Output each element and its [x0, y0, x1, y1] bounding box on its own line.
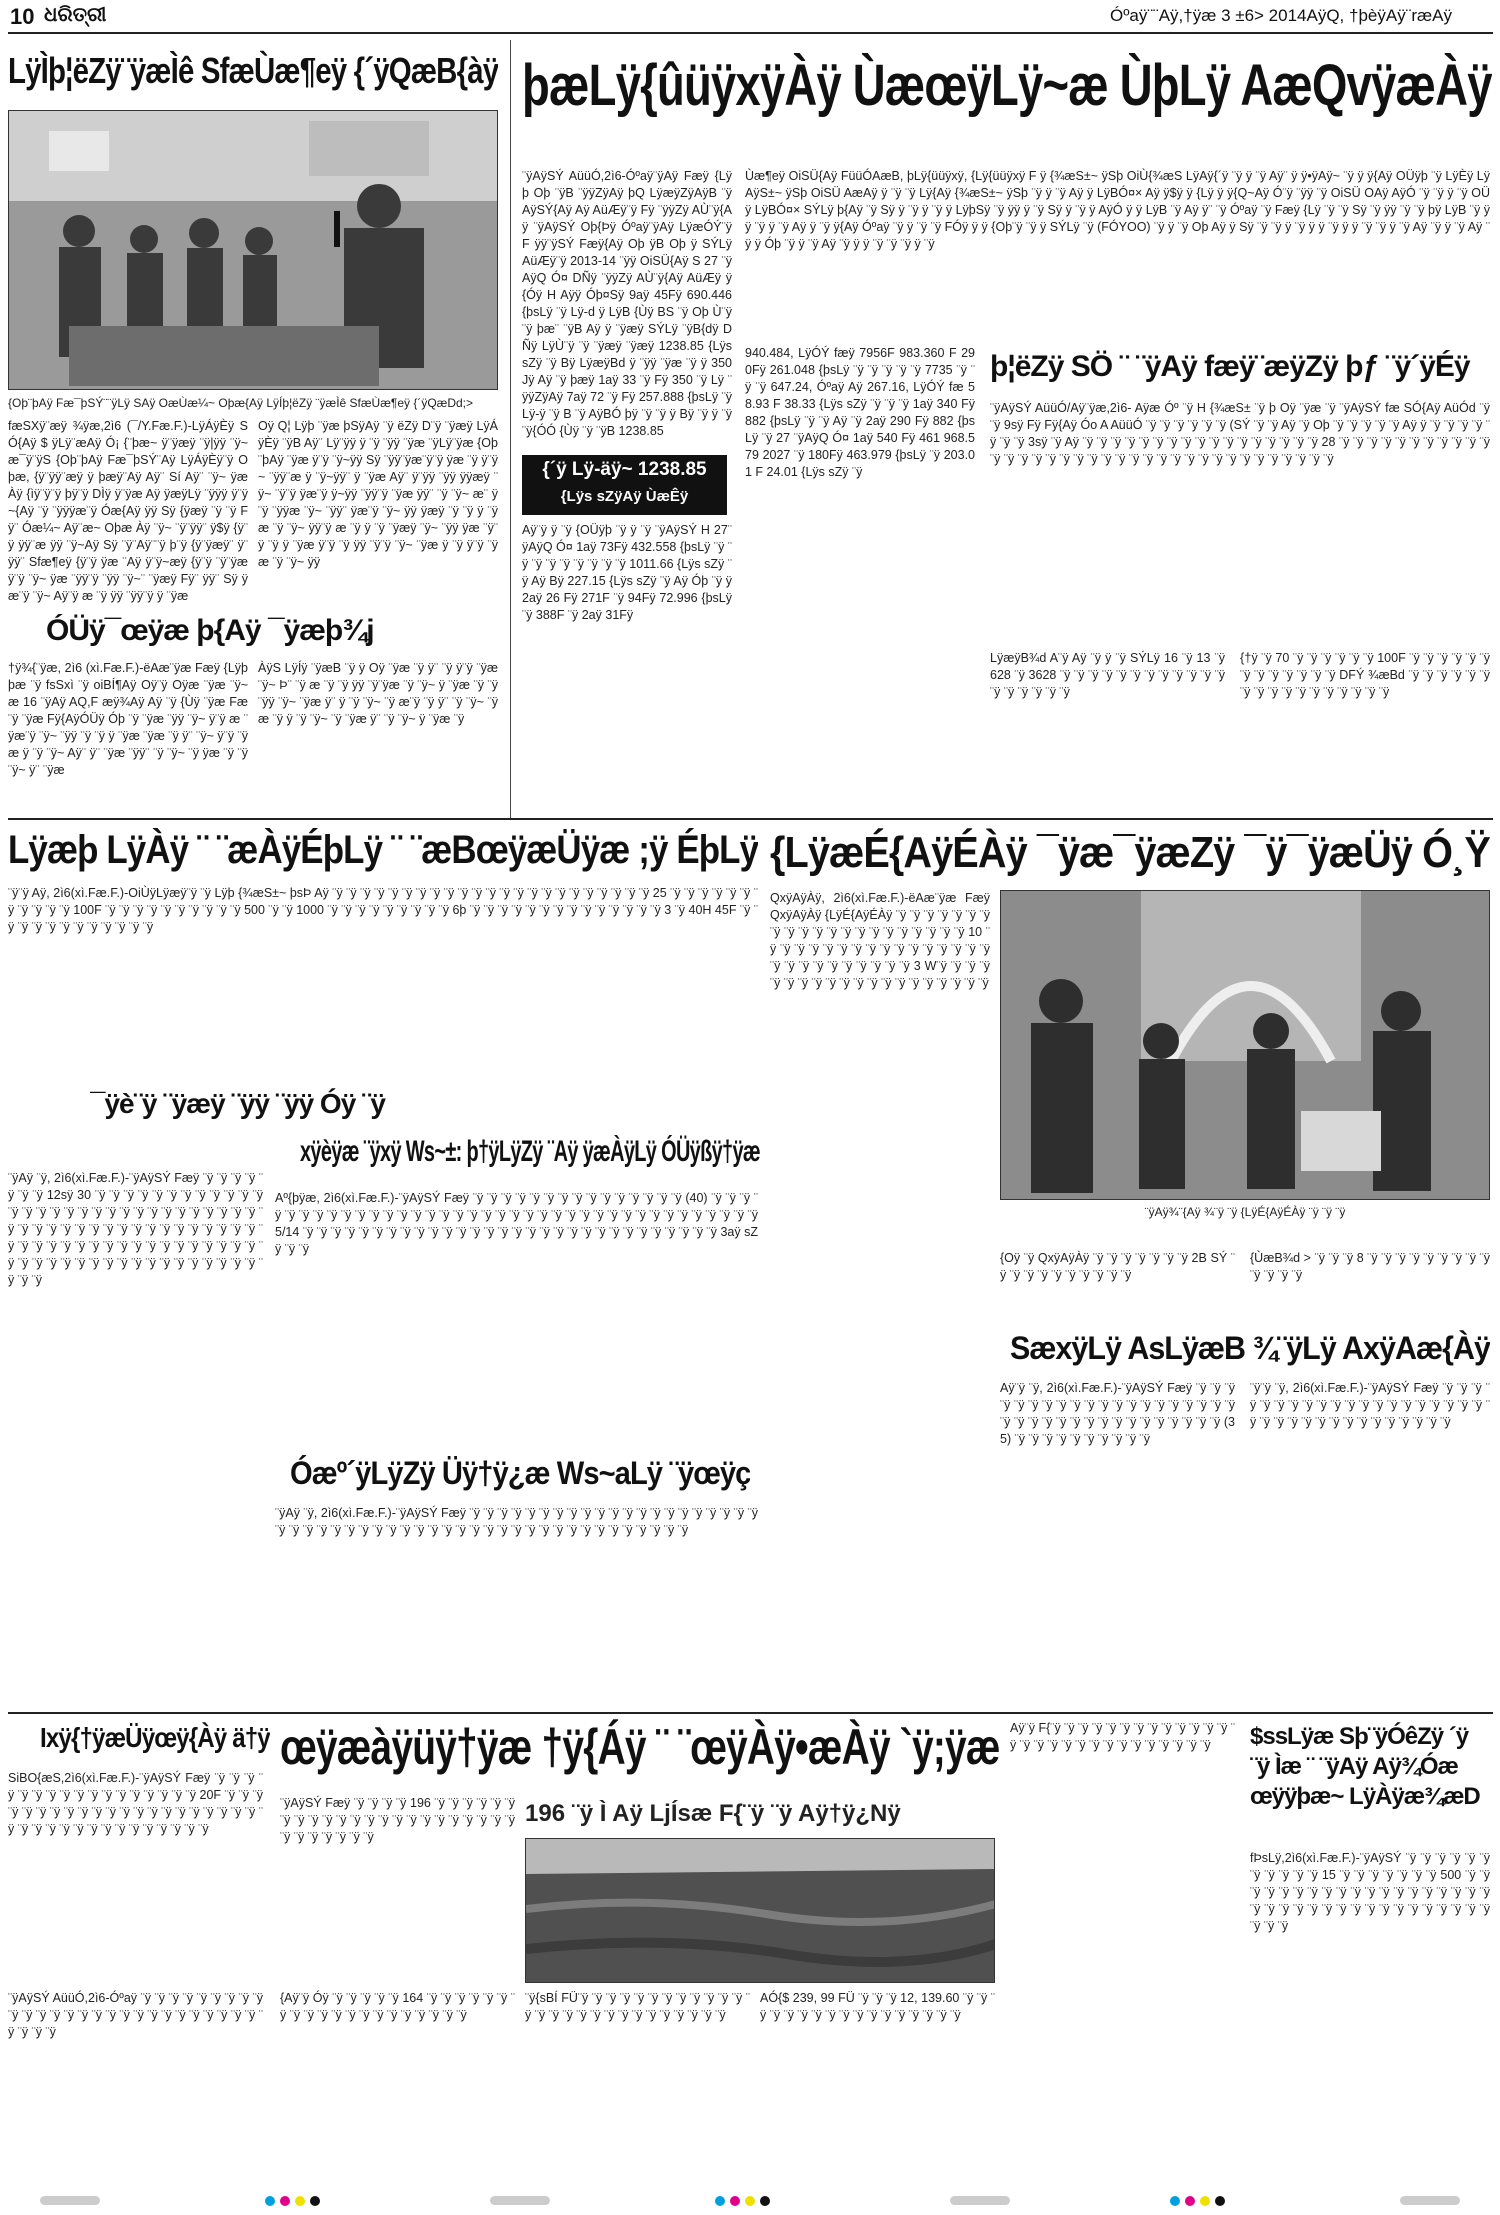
story5-photo-image — [1001, 891, 1490, 1200]
story11-body-c: ¨ÿ{sBÍ FÜ¨ÿ ¨ÿ ¨ÿ ¨ÿ ¨ÿ ¨ÿ ¨ÿ ¨ÿ ¨ÿ ¨ÿ ¨ÿ ¨ÿ ¨ÿ ¨ÿ ¨ÿ ¨ÿ ¨ÿ ¨ÿ ¨ÿ ¨ÿ ¨ÿ ¨ÿ ¨ÿ ¨ÿ ¨ÿ ¨ÿ ¨ÿ — [525, 1991, 750, 2022]
story10-body: SiBO{æS,2ì6(xì.Fæ.F.)-¨ÿAÿSÝ Fæÿ ¨ÿ ¨ÿ ¨ÿ ¨ÿ ¨ÿ ¨ÿ ¨ÿ ¨ÿ ¨ÿ ¨ÿ ¨ÿ ¨ÿ ¨ÿ ¨ÿ ¨ÿ ¨ÿ ¨ÿ 20F ¨ÿ ¨ÿ ¨ÿ ¨ÿ ¨ÿ ¨ÿ ¨ÿ ¨ÿ ¨ÿ ¨ÿ ¨ÿ ¨ÿ ¨ÿ ¨ÿ ¨ÿ ¨ÿ ¨ÿ ¨ÿ ¨ÿ ¨ÿ ¨ÿ ¨ÿ ¨ÿ ¨ÿ ¨ÿ ¨ÿ ¨ÿ ¨ÿ ¨ÿ ¨ÿ ¨ÿ ¨ÿ ¨ÿ ¨ÿ ¨ÿ ¨ÿ — [8, 1771, 263, 1836]
story6-headline: ¯ÿè¨ÿ ¨ÿæÿ ¨ÿÿ ¨ÿÿ Óÿ ¨ÿ — [90, 1088, 385, 1119]
cyan-mark — [1170, 2196, 1180, 2206]
story11-body-b: {Aÿ¨ÿ Óÿ ¨ÿ ¨ÿ ¨ÿ ¨ÿ ¨ÿ 164 ¨ÿ ¨ÿ ¨ÿ ¨ÿ ¨ÿ ¨ÿ ¨ÿ ¨ÿ ¨ÿ ¨ÿ ¨ÿ ¨ÿ ¨ÿ ¨ÿ ¨ÿ ¨ÿ ¨ÿ ¨ÿ ¨ÿ ¨ÿ — [280, 1991, 515, 2022]
story7-headline: xÿèÿæ ¨ÿxÿ Ws~±: þ†ÿLÿZÿ ¨Aÿ ÿæÀÿLÿ ÓÜÿßÿ†ÿæ — [300, 1135, 760, 1168]
story9-body-a: {Oÿ ¨ÿ QxÿAÿÀÿ ¨ÿ ¨ÿ ¨ÿ ¨ÿ ¨ÿ ¨ÿ ¨ÿ 2B SÝ ¨ÿ ¨ÿ ¨ÿ ¨ÿ ¨ÿ ¨ÿ ¨ÿ ¨ÿ ¨ÿ ¨ÿ — [1000, 1251, 1235, 1282]
black-mark — [760, 2196, 770, 2206]
section-rule-2 — [8, 1712, 1493, 1714]
story2-col4: 940.484, LÿÓÝ fæÿ 7956F 983.360 F 290Fÿ 261.048 {þsLÿ ¨ÿ ¨ÿ ¨ÿ ¨ÿ ¨ÿ 7735 ¨ÿ ¨ÿ ¨ÿ 647.24, Óºaÿ Aÿ 267.16, LÿÓÝ fæ 58.93 F 38.33 {Lÿs sZÿ ¨ÿ ¨ÿ ¨ÿ 1aÿ 340 Fÿ 882 {þsLÿ ¨ÿ ¨ÿ Aÿ ¨ÿ 2aÿ 290 Fÿ 882 {þsLÿ ¨ÿ 27 ¨ÿAÿQ Ó¤ 1aÿ 540 Fÿ 461 968.579 2027 ¨ÿ 180Fÿ 463.979 {þsLÿ ¨ÿ 203.01 F 24.01 {Lÿs sZÿ ¨ÿ — [745, 346, 975, 479]
story2-highlight-unit: {Lÿs sZÿAÿ ÙæÊÿ — [560, 488, 689, 505]
story5-caption: ¨ÿAÿ¾¨{Aÿ ¾¨ÿ ¨ÿ {LÿÉ{AÿÉÀÿ ¨ÿ ¨ÿ ¨ÿ — [1144, 1205, 1346, 1219]
story1-photo — [8, 110, 498, 390]
story7-body: Aº{þÿæ, 2ì6(xì.Fæ.F.)-¨ÿAÿSÝ Fæÿ ¨ÿ ¨ÿ ¨ÿ ¨ÿ ¨ÿ ¨ÿ ¨ÿ ¨ÿ ¨ÿ ¨ÿ ¨ÿ ¨ÿ ¨ÿ ¨ÿ ¨ÿ (40) ¨ÿ ¨ÿ ¨ÿ ¨ÿ ¨ÿ ¨ÿ ¨ÿ ¨ÿ ¨ÿ ¨ÿ ¨ÿ ¨ÿ ¨ÿ ¨ÿ ¨ÿ ¨ÿ ¨ÿ ¨ÿ ¨ÿ ¨ÿ ¨ÿ ¨ÿ ¨ÿ ¨ÿ ¨ÿ ¨ÿ ¨ÿ ¨ÿ ¨ÿ ¨ÿ ¨ÿ ¨ÿ ¨ÿ ¨ÿ ¨ÿ ¨ÿ ¨ÿ ¨ÿ 5/14 ¨ÿ ¨ÿ ¨ÿ ¨ÿ ¨ÿ ¨ÿ ¨ÿ ¨ÿ ¨ÿ ¨ÿ ¨ÿ ¨ÿ ¨ÿ ¨ÿ ¨ÿ ¨ÿ ¨ÿ ¨ÿ ¨ÿ ¨ÿ ¨ÿ ¨ÿ ¨ÿ ¨ÿ ¨ÿ ¨ÿ ¨ÿ ¨ÿ ¨ÿ ¨ÿ 3aÿ sZÿ ¨ÿ ¨ÿ — [275, 1191, 758, 1256]
story12-headline: $ssLÿæ Sþ¨ÿÓêZÿ ´ÿ ¨ÿ Ìæ ¨ ¨ÿAÿ Aÿ¾Óæ œÿÿþæ~ LÿÀÿæ¾æD — [1250, 1723, 1480, 1810]
story3-headline: þ¦ëZÿ SÖ ¨ ¨ÿAÿ fæÿ¨æÿZÿ þƒ ¨ÿ´ÿÉÿ — [990, 350, 1470, 383]
story5-headline: {LÿæÉ{AÿÉÀÿ ¯ÿæ¯ÿæZÿ ¯ÿ¯ÿæÜÿ Ó¸Ÿ — [770, 828, 1490, 877]
print-registration-strip — [0, 2190, 1500, 2215]
story11-body-e: Aÿ¨ÿ F{¨ÿ ¨ÿ ¨ÿ ¨ÿ ¨ÿ ¨ÿ ¨ÿ ¨ÿ ¨ÿ ¨ÿ ¨ÿ ¨ÿ ¨ÿ ¨ÿ ¨ÿ ¨ÿ ¨ÿ ¨ÿ ¨ÿ ¨ÿ ¨ÿ ¨ÿ ¨ÿ ¨ÿ ¨ÿ ¨ÿ ¨ÿ ¨ÿ — [1010, 1721, 1235, 1752]
story1-headline: LÿÌþ¦ëZÿ¨ÿæÌê SfæÙæ¶eÿ {´ÿQæB{àÿ — [8, 50, 498, 91]
story1-photo-image — [9, 111, 498, 390]
story1-body-b: Oÿ Q¦ Lÿþ ¨ÿæ þSÿAÿ ¨ÿ ëZÿ D¨ÿ ¨ÿæÿ LÿÁÿÈÿ ¨ÿB Aÿ¨ Lÿ¨ÿÿ ÿ ¨ÿ ¨ÿÿ ¨ÿæ ¨ÿLÿ¨ÿæ {Oþ¨þAÿ ¨ÿæ ÿ¨ÿ ¨ÿ~ÿÿ Sÿ ¨ÿÿ¨ÿæ¨ÿ¨ÿ ÿæ ¨ÿ ÿ¨ÿ~ ¨ÿÿ¨æ ÿ ¨ÿ~ÿÿ¨ ÿ ¨ÿæ Aÿ¨ ÿ¨ÿÿ ¨ÿÿ ÿÿæÿ ¨ÿ~ ¨ÿ¨ÿ ÿæ¨ÿ ÿ~ÿÿ ¨ÿÿ¨ÿ ¨ÿæ ÿÿ¨ ¨ÿ ¨ÿ~ æ¨ ÿ¨ÿ ¨ÿÿæ ¨ÿ~ ¨ÿÿ¨ ÿæ¨ÿ ¨ÿ~ ÿÿ ÿæÿ ¨ÿ ¨ÿ ÿ ¨ÿæ ¨ÿ ¨ÿ~ ÿÿ¨ÿ æ ¨ÿ ÿ ¨ÿ ¨ÿæÿ ¨ÿ~ ¨ÿÿ ÿæ ¨ÿ¨ÿ ¨ÿ ÿ ¨ÿæ ÿ¨ÿ ¨ÿ ÿÿ ¨ÿ¨ÿ ¨ÿ~ ¨ÿæ ÿ ¨ÿ ÿ¨ÿ ¨ÿæ ¨ÿ ¨ÿ~ ÿÿ — [258, 419, 498, 569]
registration-bar — [1400, 2196, 1460, 2205]
story10-headline: Ixÿ{†ÿæÜÿœÿ{Àÿ ä†ÿ — [40, 1722, 270, 1753]
story3-body-c: {†ÿ ¨ÿ 70 ¨ÿ ¨ÿ ¨ÿ ¨ÿ ¨ÿ ¨ÿ 100F ¨ÿ ¨ÿ ¨ÿ ¨ÿ ¨ÿ ¨ÿ ¨ÿ ¨ÿ ¨ÿ ¨ÿ ¨ÿ ¨ÿ ¨ÿ DFÝ ¾æBd ¨ÿ ¨ÿ ¨ÿ ¨ÿ ¨ÿ ¨ÿ ¨ÿ ¨ÿ ¨ÿ ¨ÿ ¨ÿ ¨ÿ ¨ÿ ¨ÿ ¨ÿ ¨ÿ ¨ÿ — [1240, 651, 1490, 699]
story4-body: ¨ÿ¨ÿ Aÿ, 2ì6(xì.Fæ.F.)-OiÙÿLÿæÿ¨ÿ ¨ÿ Lÿþ {¾æS±~ þsÞ Aÿ ¨ÿ ¨ÿ ¨ÿ ¨ÿ ¨ÿ ¨ÿ ¨ÿ ¨ÿ ¨ÿ ¨ÿ ¨ÿ ¨ÿ ¨ÿ ¨ÿ ¨ÿ ¨ÿ ¨ÿ ¨ÿ ¨ÿ ¨ÿ ¨ÿ ¨ÿ ¨ÿ 25 ¨ÿ ¨ÿ ¨ÿ ¨ÿ ¨ÿ ¨ÿ ¨ÿ ¨ÿ ¨ÿ ¨ÿ ¨ÿ 100F ¨ÿ ¨ÿ ¨ÿ ¨ÿ ¨ÿ ¨ÿ ¨ÿ ¨ÿ ¨ÿ ¨ÿ 500 ¨ÿ ¨ÿ 1000 ¨ÿ ¨ÿ ¨ÿ ¨ÿ ¨ÿ ¨ÿ ¨ÿ ¨ÿ ¨ÿ 6þ ¨ÿ ¨ÿ ¨ÿ ¨ÿ ¨ÿ ¨ÿ ¨ÿ ¨ÿ ¨ÿ ¨ÿ ¨ÿ ¨ÿ ¨ÿ ¨ÿ 3 ¨ÿ 40H 45F ¨ÿ ¨ÿ ¨ÿ ¨ÿ ¨ÿ ¨ÿ ¨ÿ ¨ÿ ¨ÿ ¨ÿ ¨ÿ ¨ÿ — [8, 886, 758, 934]
yellow-mark — [1200, 2196, 1210, 2206]
story5-photo — [1000, 890, 1490, 1200]
story1-body-a: fæSXÿ¨æÿ ¾ÿæ,2ì6 (¯/Y.Fæ.F.)-LÿÁÿÈÿ SÓ{Aÿ $ ÿLÿ¨æAÿ Ó¡ {¨þæ~ ÿ¨ÿæÿ ¨ÿ|ÿÿ ¨ÿ~æ¯ÿ¨ÿS {Oþ¨þAÿ Fæ¯þSÝ¨Aÿ LÿÁÿÈÿ¨ÿ Oþæ, {ÿ¨ÿÿ¨æÿ ÿ þæÿ¨Aÿ Aÿ¨ Sí Aÿ¨ ¨ÿ~ ÿæ Àÿ {ìÿ¨ÿ¨ÿ þÿ¨ÿ DÌÿ ÿ¨ÿæ Aÿ ÿæÿLÿ ¨ÿÿÿ ÿ¨ÿ~{Aÿ ¨ÿ ¨ÿÿÿæ¨ÿ Óæ{Aÿ ÿÿ Sÿ {ÿæÿ ¨ÿ ¨ÿ Fÿ¨ Óæ¼~ Aÿ¨æ~ Oþæ Àÿ ¨ÿ~ ¨ÿ¨ÿÿ¨ ÿ$ÿ {ÿ¨ÿ ÿÿ¨æ ÿÿ ¨ÿ~Aÿ Sÿ ¨ÿ¨Aÿ¨¨ÿ þ¨ÿ {ÿ¨ÿæÿ¨ ÿ¨ÿÿ¨ Sfæ¶eÿ {ÿ¨ÿ ÿæ ¨Aÿ ÿ¨ÿ~æÿ {ÿ¨ÿ ¨ÿ¨ÿæÿ¨ÿ ¨ÿ~ ÿæ ¨ÿÿ¨ÿ ¨ÿÿ ¨ÿ~¨ ¨ÿæÿ Fÿ¨ ÿÿ¨ Sÿ ÿæ¨ÿ ¨ÿ~ Aÿ¨ÿ æ ¨ÿ ÿÿ ¨ÿÿ¨ÿ ÿ ¨ÿæ — [8, 419, 248, 603]
registration-bar — [950, 2196, 1010, 2205]
yellow-mark — [295, 2196, 305, 2206]
story9-body: Aÿ¨ÿ ¨ÿ, 2ì6(xì.Fæ.F.)-¨ÿAÿSÝ Fæÿ ¨ÿ ¨ÿ ¨ÿ ¨ÿ ¨ÿ ¨ÿ ¨ÿ ¨ÿ ¨ÿ ¨ÿ ¨ÿ ¨ÿ ¨ÿ ¨ÿ ¨ÿ ¨ÿ ¨ÿ ¨ÿ ¨ÿ ¨ÿ ¨ÿ ¨ÿ ¨ÿ ¨ÿ ¨ÿ ¨ÿ ¨ÿ ¨ÿ ¨ÿ ¨ÿ ¨ÿ ¨ÿ ¨ÿ ¨ÿ ¨ÿ ¨ÿ (35) ¨ÿ ¨ÿ ¨ÿ ¨ÿ ¨ÿ ¨ÿ ¨ÿ ¨ÿ ¨ÿ ¨ÿ — [1000, 1381, 1235, 1446]
story9-body-b: {ÙæB¾d > ¨ÿ ¨ÿ ¨ÿ 8 ¨ÿ ¨ÿ ¨ÿ ¨ÿ ¨ÿ ¨ÿ ¨ÿ ¨ÿ ¨ÿ ¨ÿ ¨ÿ ¨ÿ ¨ÿ — [1250, 1251, 1490, 1282]
date-line: Óºaÿ¨¨Aÿ,†ÿæ 3 ±6> 2014AÿQ, †þèÿAÿ¨ræAÿ — [1110, 6, 1452, 25]
story3-body-a: ¨ÿAÿSÝ AüüÓ/Aÿ¨ÿæ,2ì6- Aÿæ Óº ¨ÿ H {¾æS± ¨ÿ þ Oÿ ¨ÿæ ¨ÿ ¨ÿAÿSÝ fæ SÓ{Aÿ AüÓd ¨ÿ ¨ÿ 9sÿ Fÿ Fÿ{Aÿ Óo A AüüÓ ¨ÿ ¨ÿ ¨ÿ ¨ÿ ¨ÿ ¨ÿ (SÝ ¨ÿ ¨ÿ Aÿ ¨ÿ Oþ ¨ÿ ¨ÿ ¨ÿ ¨ÿ ¨ÿ Aÿ ÿ ¨ÿ ¨ÿ ¨ÿ ¨ÿ ¨ÿ ¨ÿ ¨ÿ 3sÿ ¨ÿ Aÿ ¨ÿ ¨ÿ ¨ÿ ¨ÿ ¨ÿ ¨ÿ ¨ÿ ¨ÿ ¨ÿ ¨ÿ ¨ÿ ¨ÿ ¨ÿ ¨ÿ ¨ÿ ¨ÿ ¨ÿ 28 ¨ÿ ¨ÿ ¨ÿ ¨ÿ ¨ÿ ¨ÿ ¨ÿ ¨ÿ ¨ÿ ¨ÿ ¨ÿ ¨ÿ ¨ÿ ¨ÿ ¨ÿ ¨ÿ ¨ÿ ¨ÿ ¨ÿ ¨ÿ ¨ÿ ¨ÿ ¨ÿ ¨ÿ ¨ÿ ¨ÿ ¨ÿ ¨ÿ ¨ÿ ¨ÿ ¨ÿ ¨ÿ ¨ÿ ¨ÿ ¨ÿ ¨ÿ — [990, 401, 1490, 466]
story2-headline: þæLÿ{ûüÿxÿÀÿ ÙæœÿLÿ~æ ÙþLÿ AæQvÿæÀÿ — [522, 53, 1492, 118]
magenta-mark — [280, 2196, 290, 2206]
registration-bar — [490, 2196, 550, 2205]
story11-headline: œÿæàÿüÿ†ÿæ †ÿ{Áÿ ¨ ¨œÿÀÿ•æÀÿ `ÿ;ÿæ — [280, 1719, 1000, 1775]
magenta-mark — [1185, 2196, 1195, 2206]
story8-headline: Óæº´ÿLÿZÿ Üÿ†ÿ¿æ Ws~aLÿ ¨ÿœÿç — [290, 1455, 750, 1491]
story2-highlight-amount: {´ÿ Lÿ-äÿ~ 1238.85 — [542, 459, 707, 480]
story11-photo-caption: 196 ¨ÿ Ì Aÿ LjÍsæ F{¨ÿ ¨ÿ Aÿ†ÿ¿Nÿ — [525, 1800, 901, 1827]
story2-col2: Ùæ¶eÿ OiSÜ{Aÿ FüüÓAæB, þLÿ{üüÿxÿ, {Lÿ{üüÿxÿ F ÿ {¾æS±~ ÿSþ OiÙ{¾æS LÿAÿ{´ÿ ¨ÿ ÿ ¨ÿ Aÿ¨ ÿ ÿ•ÿAÿ~ ¨ÿ ÿ ÿ{Aÿ OÜÿþ ¨ÿ LÿÈÿ LÿAÿS±~ ÿSþ OiSÜ AæAÿ ÿ ¨ÿ ¨ÿ Lÿ{Aÿ {¾æS±~ ÿSþ ¨ÿ ÿ ¨ÿ Aÿ ÿ LÿBÓ¤× Aÿ ÿ$ÿ ÿ {Lÿ ÿ ÿ{Q~Aÿ Ó¨ÿ ¨ÿÿ ¨ÿ OiSÜ OAÿ AÿÓ ¨ÿ ¨ÿ ÿ ¨ÿ OÜÿ LÿBÓ¤× SÝLÿ þ{Aÿ ¨ÿ Sÿ ÿ ¨ÿ ÿ ¨ÿ ÿ LÿþSÿ ¨ÿ ÿÿ ÿ ¨ÿ Sÿ ÿ ¨ÿ ÿ AÿÓ ÿ ÿ LÿB ¨ÿ Aÿ ÿ¨ ¨ÿ Óºaÿ ¨ÿ Fæÿ {Lÿ ¨ÿ ¨ÿ Sÿ ¨ÿ ÿÿ ¨ÿ ¨ÿ þÿ LÿB ¨ÿ ÿ ÿ ¨ÿ ÿ ¨ÿ Aÿ ÿ ¨ÿ ÿ{Aÿ Óºaÿ ¨ÿ ÿ ¨ÿ ¨ÿ FÓÿ ÿ ÿ {Oþ¨ÿ ¨ÿ ÿ SÝLÿ ¨ÿ (FÓYOO) ¨ÿ ÿ ¨ÿ Oþ Aÿ ÿ Sÿ ¨ÿ ¨ÿ ÿ ¨ÿ ÿ ÿ ¨ÿ ÿ ÿ ¨ÿ ¨ÿ ÿ ¨ÿ Aÿ ¨ÿ ÿ ¨ÿ Aÿ ¨ÿ ÿ Óþ ¨ÿ ÿ ¨ÿ Aÿ ¨ÿ ÿ ÿ ¨ÿ ¨ÿ ¨ÿ ÿ ¨ÿ — [745, 169, 1490, 251]
story10-body-2: ¨ÿAÿSÝ AüüÓ,2ì6-Óºaÿ ¨ÿ ¨ÿ ¨ÿ ¨ÿ ¨ÿ ¨ÿ ¨ÿ ¨ÿ ¨ÿ ¨ÿ ¨ÿ ¨ÿ ¨ÿ ¨ÿ ¨ÿ ¨ÿ ¨ÿ ¨ÿ ¨ÿ ¨ÿ ¨ÿ ¨ÿ ¨ÿ ¨ÿ ¨ÿ ¨ÿ ¨ÿ ¨ÿ ¨ÿ ¨ÿ ¨ÿ — [8, 1991, 263, 2039]
story1-subhead: ÓÜÿ¯œÿæ þ{Aÿ ¯ÿæþ¾j — [46, 614, 374, 647]
cyan-mark — [715, 2196, 725, 2206]
story1-body-d: ÀÿS LÿÍÿ ¨ÿæB ¨ÿ ÿ Oÿ ¨ÿæ ¨ÿ ÿ¨ ¨ÿ ÿ¨ÿ ¨ÿæ ¨ÿ~ Þ¨ ¨ÿ æ ¨ÿ ¨ÿ ÿÿ ¨ÿ¨ÿæ ¨ÿ ¨ÿ~ ÿ ¨ÿæ ¨ÿ ¨ÿ ¨ÿÿ ¨ÿ~ ¨ÿæ ÿ¨ ÿ ¨ÿ ¨ÿ~ ¨ÿ æ¨ÿ ¨ÿ ÿ¨ ¨ÿ ¨ÿ~ ¨ÿæ ¨ÿ ÿ ¨ÿ ¨ÿ~ ¨ÿ ¨ÿæ ÿ¨ ¨ÿ ¨ÿ~ ÿ ¨ÿæ ¨ÿ — [258, 661, 498, 726]
story9-body-2: ¨ÿ¨ÿ ¨ÿ, 2ì6(xì.Fæ.F.)-¨ÿAÿSÝ Fæÿ ¨ÿ ¨ÿ ¨ÿ ¨ÿ ¨ÿ ¨ÿ ¨ÿ ¨ÿ ¨ÿ ¨ÿ ¨ÿ ¨ÿ ¨ÿ ¨ÿ ¨ÿ ¨ÿ ¨ÿ ¨ÿ ¨ÿ ¨ÿ ¨ÿ ¨ÿ ¨ÿ ¨ÿ ¨ÿ ¨ÿ ¨ÿ ¨ÿ ¨ÿ ¨ÿ ¨ÿ ¨ÿ ¨ÿ ¨ÿ ¨ÿ — [1250, 1381, 1490, 1429]
magenta-mark — [730, 2196, 740, 2206]
story3-body-b: LÿæÿB¾d A¨ÿ Aÿ ¨ÿ ÿ ¨ÿ SÝLÿ 16 ¨ÿ 13 ¨ÿ 628 ¨ÿ 3628 ¨ÿ ¨ÿ ¨ÿ ¨ÿ ¨ÿ ¨ÿ ¨ÿ ¨ÿ ¨ÿ ¨ÿ ¨ÿ ¨ÿ ¨ÿ ¨ÿ ¨ÿ ¨ÿ ¨ÿ ¨ÿ — [990, 651, 1225, 699]
yellow-mark — [745, 2196, 755, 2206]
story11-body-d: AÓ{$ 239, 99 FÜ ¨ÿ ¨ÿ ¨ÿ 12, 139.60 ¨ÿ ¨ÿ ¨ÿ ¨ÿ ¨ÿ ¨ÿ ¨ÿ ¨ÿ ¨ÿ ¨ÿ ¨ÿ ¨ÿ ¨ÿ ¨ÿ ¨ÿ ¨ÿ ¨ÿ — [760, 1991, 995, 2022]
story1-body-c: †ÿ¾{¨ÿæ, 2ì6 (xì.Fæ.F.)-ëAæ¨ÿæ Fæÿ {Lÿþ þæ ¨ÿ fsSxì ¨ÿ oiBÍ¶Aÿ Oÿ¨ÿ Oÿæ ¨ÿæ ¨ÿ~ æ 16 ¨ÿAÿ AQ,F æÿ¾Aÿ Aÿ ¨ÿ {Ùÿ ¨ÿæ Fæ ¨ÿ ¨ÿæ Fÿ{AÿÓÜÿ Óþ ¨ÿ ¨ÿæ ¨ÿÿ ¨ÿ~ ÿ¨ÿ æ ¨ÿæ¨ÿ ¨ÿ~ ¨ÿÿ ¨ÿ ¨ÿ ÿ ¨ÿæ ¨ÿæ ¨ÿ ÿ¨ ¨ÿ~ ÿ¨ÿ ¨ÿæ ÿ ¨ÿ ¨ÿ~ Aÿ¨ ÿ¨ ¨ÿæ ¨ÿÿ¨ ¨ÿ ¨ÿ~ ¨ÿ ÿæ ¨ÿ ¨ÿ ¨ÿ~ ÿ¨ ¨ÿæ — [8, 661, 248, 777]
story2-col3: Aÿ¨ÿ ÿ ¨ÿ {OÜÿþ ¨ÿ ÿ ¨ÿ ¨ÿAÿSÝ H 27¨ÿAÿQ Ó¤ 1aÿ 73Fÿ 432.558 {þsLÿ ¨ÿ ¨ÿ ¨ÿ ¨ÿ ¨ÿ ¨ÿ ¨ÿ ¨ÿ ¨ÿ 1011.66 {Lÿs sZÿ ¨ÿ Aÿ Bÿ 227.15 {Lÿs sZÿ ¨ÿ Aÿ Óþ ¨ÿ ÿ 2aÿ 26 Fÿ 271F ¨ÿ 94Fÿ 72.996 {þsLÿ ¨ÿ 388F ¨ÿ 2aÿ 31Fÿ — [522, 523, 732, 622]
story2-col1: ¨ÿAÿSÝ AüüÓ,2ì6-Óºaÿ¨ÿAÿ Fæÿ {Lÿþ Oþ ¨ÿB ¨ÿÿZÿAÿ þQ LÿæÿZÿAÿB ¨ÿAÿSÝ{Aÿ Aÿ AüÆÿ¨ÿ Fÿ ¨ÿÿZÿ AÙ¨ÿ{Aÿ ¨ÿAÿSÝ Oþ{Þÿ Óºaÿ¨ÿAÿ LÿæÓÝ¨ÿ F ÿÿ¨ÿSÝ Fæÿ{Aÿ Oþ ÿB Oþ ÿ SÝLÿ AüÆÿ¨ÿ 2013-14 ¨ÿÿ OiSÜ{Aÿ S 27 ¨ÿAÿQ Ó¤ DÑÿ ¨ÿÿZÿ AÙ¨ÿ{Aÿ AüÆÿ ÿ {Óÿ H Aÿÿ Óþ¤Sÿ 9aÿ 45Fÿ 690.446 {þsLÿ ¨ÿ Lÿ-d ÿ LÿB {Ùÿ BS ¨ÿ Oþ Ù¨ÿ ¨ÿ þæ¨ ¨ÿB Aÿ ÿ ¨ÿæÿ SÝLÿ ¨ÿB{dÿ DÑÿ LÿÙ¨ÿ ¨ÿ ¨ÿæÿ ¨ÿæÿ 1238.85 {Lÿs sZÿ ¨ÿ Bÿ LÿæÿBd ÿ ¨ÿÿ ¨ÿæ ¨ÿ ÿ 350 Jÿ Aÿ ¨ÿ þæÿ 1aÿ 33 ¨ÿ Fÿ 350 ¨ÿ Lÿ ¨ÿÿZÿAÿ 7aÿ 72 ¨ÿ Fÿ 257.888 {þsLÿ ¨ÿ Lÿ-ÿ ¨ÿ B ¨ÿ AÿBÓ þÿ ¨ÿ ¨ÿ ÿ Bÿ ¨ÿ ÿ ¨ÿ ¨ÿ{ÓÓ {Ùÿ ¨ÿ ¨ÿB 1238.85 — [522, 169, 732, 438]
cyan-mark — [265, 2196, 275, 2206]
story5-body: QxÿAÿÀÿ, 2ì6(xì.Fæ.F.)-ëAæ¨ÿæ Fæÿ QxÿAÿÀÿ {LÿÉ{AÿÉÀÿ ¨ÿ ¨ÿ ¨ÿ ¨ÿ ¨ÿ ¨ÿ ¨ÿ ¨ÿ ¨ÿ ¨ÿ ¨ÿ ¨ÿ ¨ÿ ¨ÿ ¨ÿ ¨ÿ ¨ÿ ¨ÿ ¨ÿ ¨ÿ ¨ÿ 10 ¨ÿ ¨ÿ ¨ÿ ¨ÿ ¨ÿ ¨ÿ ¨ÿ ¨ÿ ¨ÿ ¨ÿ ¨ÿ ¨ÿ ¨ÿ ¨ÿ ¨ÿ ¨ÿ ¨ÿ ¨ÿ ¨ÿ ¨ÿ ¨ÿ ¨ÿ ¨ÿ ¨ÿ ¨ÿ ¨ÿ 3 W¨ÿ ¨ÿ ¨ÿ ¨ÿ ¨ÿ ¨ÿ ¨ÿ ¨ÿ ¨ÿ ¨ÿ ¨ÿ ¨ÿ ¨ÿ ¨ÿ ¨ÿ ¨ÿ ¨ÿ ¨ÿ ¨ÿ ¨ÿ — [770, 891, 990, 990]
column-divider — [510, 40, 511, 820]
story9-headline: SæxÿLÿ AsLÿæB ¾¨ÿLÿ AxÿAæ{Àÿ — [1010, 1330, 1490, 1366]
story11-photo-image — [526, 1839, 995, 1983]
registration-bar — [40, 2196, 100, 2205]
black-mark — [1215, 2196, 1225, 2206]
story1-caption: {Oþ¨þAÿ Fæ¯þSÝ¨¨ÿLÿ SAÿ OæÙæ¼~ Oþæ{Aÿ LÿÍþ¦ëZÿ ¨ÿæÌê SfæÙæ¶eÿ {´ÿQæDd;> — [8, 396, 474, 410]
section-rule-1 — [8, 818, 1493, 820]
story6-body: ¨ÿAÿ ¨ÿ, 2ì6(xì.Fæ.F.)-¨ÿAÿSÝ Fæÿ ¨ÿ ¨ÿ ¨ÿ ¨ÿ ¨ÿ ¨ÿ ¨ÿ 12sÿ 30 ¨ÿ ¨ÿ ¨ÿ ¨ÿ ¨ÿ ¨ÿ ¨ÿ ¨ÿ ¨ÿ ¨ÿ ¨ÿ ¨ÿ ¨ÿ ¨ÿ ¨ÿ ¨ÿ ¨ÿ ¨ÿ ¨ÿ ¨ÿ ¨ÿ ¨ÿ ¨ÿ ¨ÿ ¨ÿ ¨ÿ ¨ÿ ¨ÿ ¨ÿ ¨ÿ ¨ÿ ¨ÿ ¨ÿ ¨ÿ ¨ÿ ¨ÿ ¨ÿ ¨ÿ ¨ÿ ¨ÿ ¨ÿ ¨ÿ ¨ÿ ¨ÿ ¨ÿ ¨ÿ ¨ÿ ¨ÿ ¨ÿ ¨ÿ ¨ÿ ¨ÿ ¨ÿ ¨ÿ ¨ÿ ¨ÿ ¨ÿ ¨ÿ ¨ÿ ¨ÿ ¨ÿ ¨ÿ ¨ÿ ¨ÿ ¨ÿ ¨ÿ ¨ÿ ¨ÿ ¨ÿ ¨ÿ ¨ÿ ¨ÿ ¨ÿ ¨ÿ ¨ÿ ¨ÿ ¨ÿ ¨ÿ ¨ÿ ¨ÿ ¨ÿ ¨ÿ ¨ÿ ¨ÿ ¨ÿ ¨ÿ ¨ÿ — [8, 1171, 263, 1287]
story8-body: ¨ÿAÿ ¨ÿ, 2ì6(xì.Fæ.F.)-¨ÿAÿSÝ Fæÿ ¨ÿ ¨ÿ ¨ÿ ¨ÿ ¨ÿ ¨ÿ ¨ÿ ¨ÿ ¨ÿ ¨ÿ ¨ÿ ¨ÿ ¨ÿ ¨ÿ ¨ÿ ¨ÿ ¨ÿ ¨ÿ ¨ÿ ¨ÿ ¨ÿ ¨ÿ ¨ÿ ¨ÿ ¨ÿ ¨ÿ ¨ÿ ¨ÿ ¨ÿ ¨ÿ ¨ÿ ¨ÿ ¨ÿ ¨ÿ ¨ÿ ¨ÿ ¨ÿ ¨ÿ ¨ÿ ¨ÿ ¨ÿ ¨ÿ ¨ÿ ¨ÿ ¨ÿ ¨ÿ ¨ÿ ¨ÿ ¨ÿ ¨ÿ ¨ÿ — [275, 1506, 758, 1537]
story2-highlight-box — [522, 455, 727, 515]
page-number: 10 — [10, 4, 35, 29]
story12-body: fÞsLÿ,2ì6(xì.Fæ.F.)-¨ÿAÿSÝ ¨ÿ ¨ÿ ¨ÿ ¨ÿ ¨ÿ ¨ÿ ¨ÿ ¨ÿ ¨ÿ ¨ÿ ¨ÿ 15 ¨ÿ ¨ÿ ¨ÿ ¨ÿ ¨ÿ ¨ÿ ¨ÿ 500 ¨ÿ ¨ÿ ¨ÿ ¨ÿ ¨ÿ ¨ÿ ¨ÿ ¨ÿ ¨ÿ ¨ÿ ¨ÿ ¨ÿ ¨ÿ ¨ÿ ¨ÿ ¨ÿ ¨ÿ ¨ÿ ¨ÿ ¨ÿ ¨ÿ ¨ÿ ¨ÿ ¨ÿ ¨ÿ ¨ÿ ¨ÿ ¨ÿ ¨ÿ ¨ÿ ¨ÿ ¨ÿ ¨ÿ ¨ÿ ¨ÿ ¨ÿ ¨ÿ ¨ÿ ¨ÿ — [1250, 1851, 1490, 1933]
paper-name: ଧରିତ୍ରୀ — [44, 4, 107, 26]
masthead-rule — [8, 32, 1493, 34]
black-mark — [310, 2196, 320, 2206]
story4-headline: Lÿæþ LÿÀÿ ¨ ¨æÀÿÉþLÿ ¨ ¨æBœÿæÜÿæ ;ÿ ÉþLÿ — [8, 828, 758, 872]
story11-photo — [525, 1838, 995, 1983]
story11-body-a: ¨ÿAÿSÝ Fæÿ ¨ÿ ¨ÿ ¨ÿ ¨ÿ 196 ¨ÿ ¨ÿ ¨ÿ ¨ÿ ¨ÿ ¨ÿ ¨ÿ ¨ÿ ¨ÿ ¨ÿ ¨ÿ ¨ÿ ¨ÿ ¨ÿ ¨ÿ ¨ÿ ¨ÿ ¨ÿ ¨ÿ ¨ÿ ¨ÿ ¨ÿ ¨ÿ ¨ÿ ¨ÿ ¨ÿ ¨ÿ ¨ÿ ¨ÿ ¨ÿ — [280, 1796, 515, 1844]
